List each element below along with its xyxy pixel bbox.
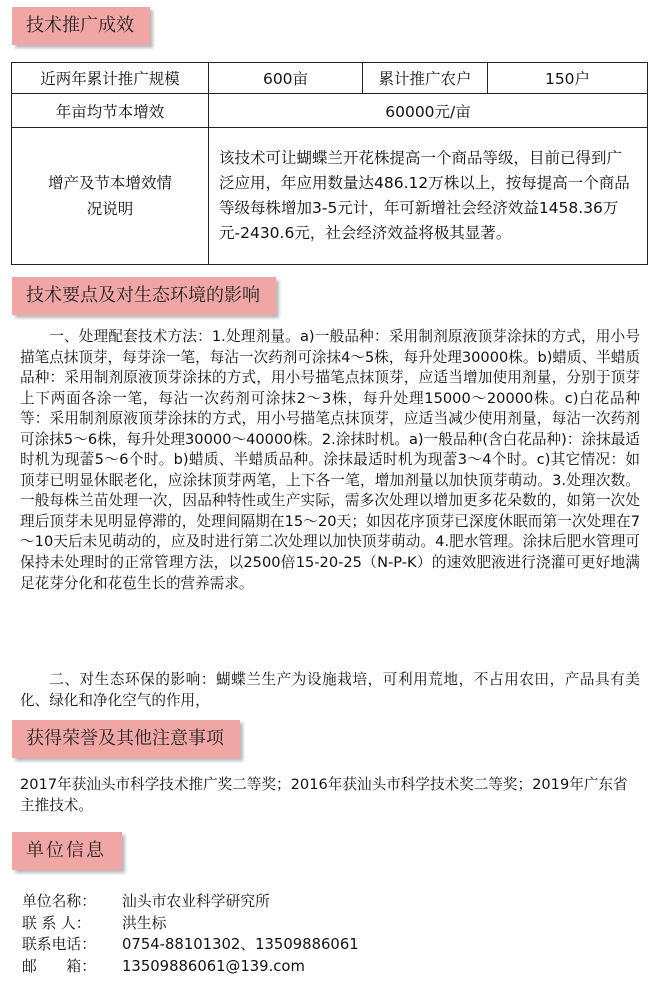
section-title-technique: 技术要点及对生态环境的影响 [12,277,276,315]
table-cell-value: 60000元/亩 [209,94,648,128]
technique-paragraph-2: 二、对生态环保的影响：蝴蝶兰生产为设施栽培，可利用荒地，不占用农田，产品具有美化、绿化和净化空气的作用， [20,671,640,709]
unit-name-row [22,891,359,913]
section-title-promotion: 技术推广成效 [12,7,150,45]
table-cell-label: 累计推广农户 [363,63,488,94]
contact-label: 联 系 人： [22,914,91,932]
contact-value: 洪生标 [122,914,167,932]
contact-row [22,913,359,935]
phone-value: 0754-88101302、13509886061 [122,936,359,953]
table-cell-value: 150户 [488,63,648,94]
honors-text: 2017年获汕头市科学技术推广奖二等奖；2016年获汕头市科学技术奖二等奖；2019年广东省主推技术。 [20,776,628,814]
table-cell-value: 600亩 [209,63,363,94]
unit-info [22,891,359,977]
table-cell-description: 该技术可让蝴蝶兰开花株提高一个商品等级，目前已得到广泛应用，年应用数量达486.12万株以上，按每提高一个商品等级每株增加3-5元计，年可新增社会经济效益1458.36万元-2430.6元，社会经济效益将极其显著。 [209,128,648,265]
email-row [22,956,359,978]
table-row [12,128,648,265]
phone-row [22,934,359,956]
table-row [12,63,648,94]
email-label: 邮 箱： [22,957,96,975]
table-cell-label: 近两年累计推广规模 [12,63,209,94]
unit-name-value: 汕头市农业科学研究所 [122,893,270,910]
unit-name-label: 单位名称： [22,893,96,910]
section-title-unit: 单位信息 [12,832,122,870]
table-cell-label: 年亩均节本增效 [12,94,209,128]
promotion-table [11,62,648,265]
section-title-honors: 获得荣誉及其他注意事项 [12,720,240,758]
phone-label: 联系电话： [22,936,96,953]
table-row [12,94,648,128]
email-value[interactable]: 13509886061@139.com [122,957,305,975]
table-cell-label: 增产及节本增效情况说明 [12,128,209,265]
technique-paragraph-1: 一、处理配套技术方法：1.处理剂量。a)一般品种：采用制剂原液顶芽涂抹的方式，用小号描笔点抹顶芽，每芽涂一笔，每沾一次药剂可涂抹4～5株，每升处理30000株。b)蜡质、半蜡质品种：采用制剂原液顶芽涂抹的方式，用小号描笔点抹顶芽，应适当增加使用剂量，分别于顶芽上下两面各涂一笔，每沾一次药剂可涂抹2～3株，每升处理15000～20000株。c)白花品种等：采用制剂原液顶芽涂抹的方式，用小号描笔点抹顶芽，应适当减少使用剂量，每沾一次药剂可涂抹5～6株，每升处理30000～40000株。2.涂抹时机。a)一般品种(含白花品种)：涂抹最适时机为现蕾5～6个时。b)蜡质、半蜡质品种。涂抹最适时机为现蕾3～4个时。c)其它情况：如顶芽已明显休眠老化，应涂抹顶芽两笔，上下各一笔，增加剂量以加快顶芽萌动。3.处理次数。一般每株兰苗处理一次，因品种特性或生产实际，需多次处理以增加更多花朵数的，如第一次处理后顶芽未见明显停滞的，处理间隔期在15～20天；如因花序顶芽已深度休眠而第一次处理在7～10天后未见萌动的，应及时进行第二次处理以加快顶芽萌动。4.肥水管理。涂抹后肥水管理可保持未处理时的正常管理方法，以2500倍15-20-25（N-P-K）的速效肥液进行浇灌可更好地满足花芽分化和花苞生长的营养需求。 [20,328,640,592]
